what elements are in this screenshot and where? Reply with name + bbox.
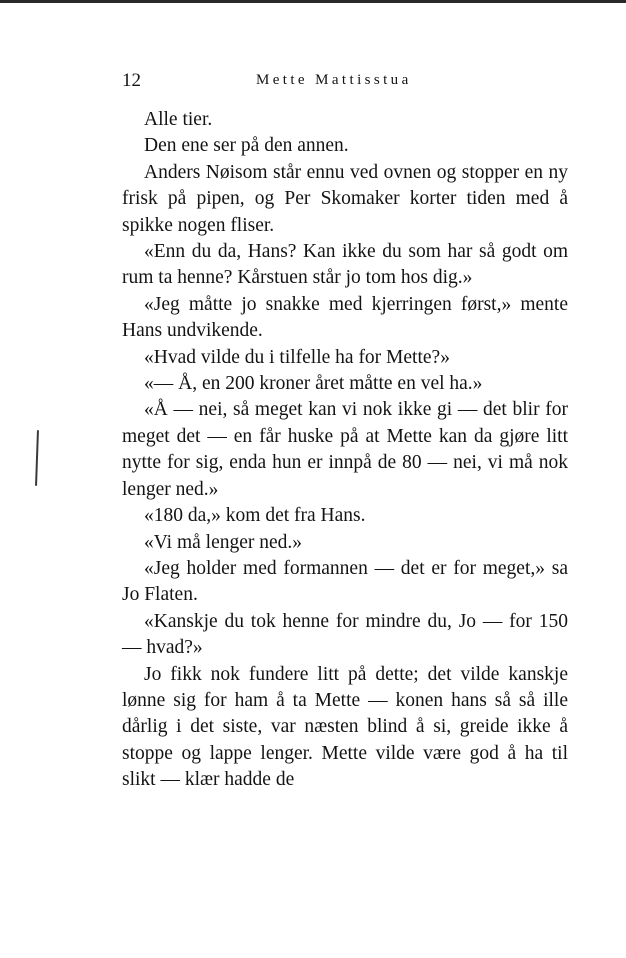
paragraph: Alle tier. xyxy=(144,109,213,130)
paragraph: Jo fikk nok fundere litt på dette; det vilde kanskje lønne sig for ham å ta Mette — konen hans så så ille dårlig i det siste, var næsten blind å si, greide ikke å stoppe og lappe lenger. Mette vilde være god å ha til slikt — klær hadde de xyxy=(122,663,568,791)
paragraph: «— Å, en 200 kroner året måtte en vel ha.» xyxy=(144,373,483,395)
paragraph: «Jeg måtte jo snakke med kjerringen først,» mente Hans undvikende. xyxy=(122,293,568,342)
paragraph: Anders Nøisom står ennu ved ovnen og stopper en ny frisk på pipen, og Per Skomaker korter tiden med å spikke nogen fliser. xyxy=(122,161,568,236)
page-header xyxy=(122,70,542,98)
paragraph: «Jeg holder med formannen — det er for meget,» sa Jo Flaten. xyxy=(122,557,568,606)
paragraph: «Å — nei, så meget kan vi nok ikke gi — det blir for meget det — en får huske på at Mette kan da gjøre litt nytte for sig, enda hun er innpå de 80 — nei, vi må nok lenger ned.» xyxy=(122,399,568,500)
paragraph: «Kanskje du tok henne for mindre du, Jo — for 150 — hvad?» xyxy=(122,610,568,659)
running-title: Mette Mattisstua xyxy=(256,72,412,88)
paragraph: «Enn du da, Hans? Kan ikke du som har så godt om rum ta henne? Kårstuen står jo tom hos dig.» xyxy=(122,241,568,289)
paragraph: «Vi må lenger ned.» xyxy=(144,531,303,553)
paragraph: «Hvad vilde du i tilfelle ha for Mette?» xyxy=(144,346,450,368)
paragraph: «180 da,» kom det fra Hans. xyxy=(144,505,366,527)
margin-pencil-mark xyxy=(35,430,39,486)
top-edge-rule xyxy=(0,0,626,3)
paragraph: Den ene ser på den annen. xyxy=(144,135,349,157)
body-text xyxy=(122,107,568,794)
page-number: 12 xyxy=(122,70,141,91)
